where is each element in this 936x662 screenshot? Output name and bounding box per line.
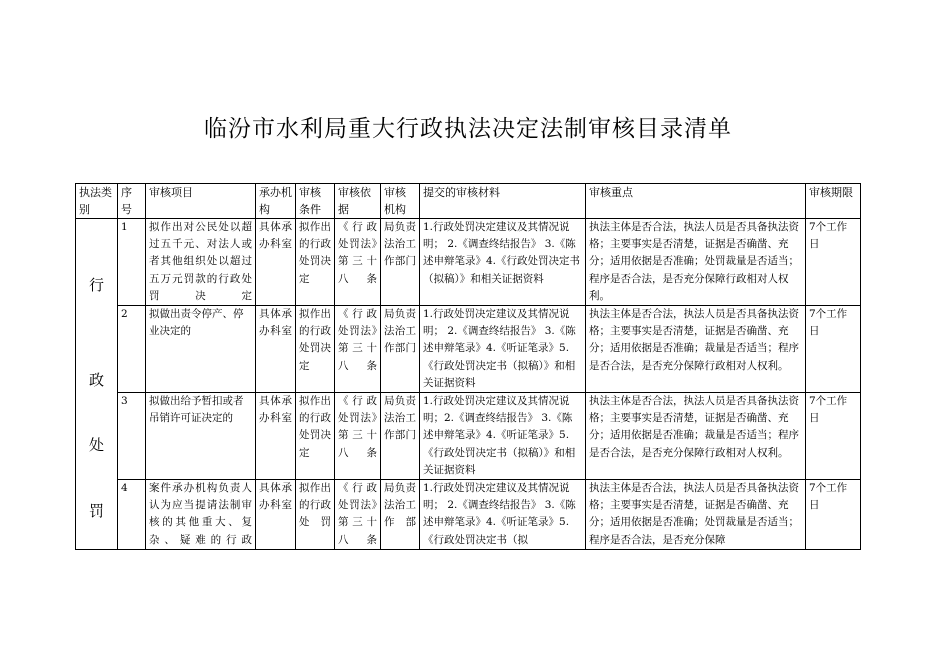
row-period: 7个工作日 <box>806 480 861 550</box>
row-no: 1 <box>118 219 146 306</box>
row-item: 案件承办机构负责人认为应当提请法制审核的其他重大、复杂、疑难的行政 <box>146 480 256 550</box>
table-row <box>76 393 861 480</box>
page-title: 临汾市水利局重大行政执法决定法制审核目录清单 <box>204 116 732 142</box>
header-period: 审核期限 <box>806 184 861 219</box>
row-materials: 1.行政处罚决定建议及其情况说明；2.《调查终结报告》 3.《陈述申辩笔录》4.《听证笔录》5.《行政处罚决定书（拟稿）》和相关证据资料 <box>420 393 586 480</box>
header-reviewer: 审核机构 <box>381 184 420 219</box>
category-char: 政 <box>88 371 104 390</box>
header-agency: 承办机构 <box>256 184 296 219</box>
row-condition: 拟作出的行政处罚决定 <box>296 306 335 393</box>
row-basis: 《行政处罚法》第三十八条 <box>335 393 381 480</box>
header-basis: 审核依据 <box>335 184 381 219</box>
row-condition: 拟作出的行政处罚决定 <box>296 393 335 480</box>
category-char: 罚 <box>88 501 104 520</box>
row-focus: 执法主体是否合法，执法人员是否具备执法资格；主要事实是否清楚，证据是否确凿、充分；适用依据是否准确；裁量是否适当；程序是否合法，是否充分保障行政相对人权利。 <box>586 393 806 480</box>
table-row <box>76 480 861 550</box>
row-condition: 拟作出的行政处罚决定 <box>296 219 335 306</box>
row-materials: 1.行政处罚决定建议及其情况说明； 2.《调查终结报告》 3.《陈述申辩笔录》4.《行政处罚决定书（拟稿）》和相关证据资料 <box>420 219 586 306</box>
row-focus: 执法主体是否合法，执法人员是否具备执法资格；主要事实是否清楚，证据是否确凿、充分；适用依据是否准确；裁量是否适当；程序是否合法，是否充分保障行政相对人权利。 <box>586 306 806 393</box>
header-item: 审核项目 <box>146 184 256 219</box>
row-reviewer: 局负责法治工作部门 <box>381 219 420 306</box>
row-basis: 《行政处罚法》第三十八条 <box>335 219 381 306</box>
category-char: 处 <box>88 436 104 455</box>
row-focus: 执法主体是否合法，执法人员是否具备执法资格；主要事实是否清楚，证据是否确凿、充分；适用依据是否准确；处罚裁量是否适当；程序是否合法，是否充分保障 <box>586 480 806 550</box>
header-no: 序号 <box>118 184 146 219</box>
table-row <box>76 306 861 393</box>
row-agency: 具体承办科室 <box>256 306 296 393</box>
review-catalog-table <box>75 183 861 550</box>
row-no: 3 <box>118 393 146 480</box>
row-item: 拟作出对公民处以超过五千元、对法人或者其他组织处以超过五万元罚款的行政处罚决定 <box>146 219 256 306</box>
category-char: 行 <box>88 276 104 294</box>
row-agency: 具体承办科室 <box>256 219 296 306</box>
row-reviewer: 局负责法治工作部门 <box>381 393 420 480</box>
row-period: 7个工作日 <box>806 393 861 480</box>
row-no: 2 <box>118 306 146 393</box>
row-agency: 具体承办科室 <box>256 393 296 480</box>
row-reviewer: 局负责法治工作部门 <box>381 306 420 393</box>
table-row <box>76 219 861 306</box>
row-period: 7个工作日 <box>806 306 861 393</box>
row-basis: 《行政处罚法》第三十八条 <box>335 306 381 393</box>
row-item: 拟做出给予暂扣或者吊销许可证决定的 <box>146 393 256 480</box>
row-period: 7个工作日 <box>806 219 861 306</box>
row-materials: 1.行政处罚决定建议及其情况说明； 2.《调查终结报告》 3.《陈述申辩笔录》4.《听证笔录》5.《行政处罚决定书（拟稿）》和相关证据资料 <box>420 306 586 393</box>
category-cell <box>76 219 118 550</box>
table-header-row <box>76 184 861 219</box>
header-focus: 审核重点 <box>586 184 806 219</box>
row-materials: 1.行政处罚决定建议及其情况说明； 2.《调查终结报告》 3.《陈述申辩笔录》4.《听证笔录》5.《行政处罚决定书（拟 <box>420 480 586 550</box>
header-condition: 审核条件 <box>296 184 335 219</box>
row-focus: 执法主体是否合法，执法人员是否具备执法资格；主要事实是否清楚，证据是否确凿、充分；适用依据是否准确；处罚裁量是否适当；程序是否合法，是否充分保障行政相对人权利。 <box>586 219 806 306</box>
row-basis: 《行政处罚法》第三十八条 <box>335 480 381 550</box>
row-condition: 拟作出的行政处罚 <box>296 480 335 550</box>
header-materials: 提交的审核材料 <box>420 184 586 219</box>
row-no: 4 <box>118 480 146 550</box>
row-reviewer: 局负责法治工作部 <box>381 480 420 550</box>
header-category: 执法类别 <box>76 184 118 219</box>
row-item: 拟做出责令停产、停业决定的 <box>146 306 256 393</box>
row-agency: 具体承办科室 <box>256 480 296 550</box>
